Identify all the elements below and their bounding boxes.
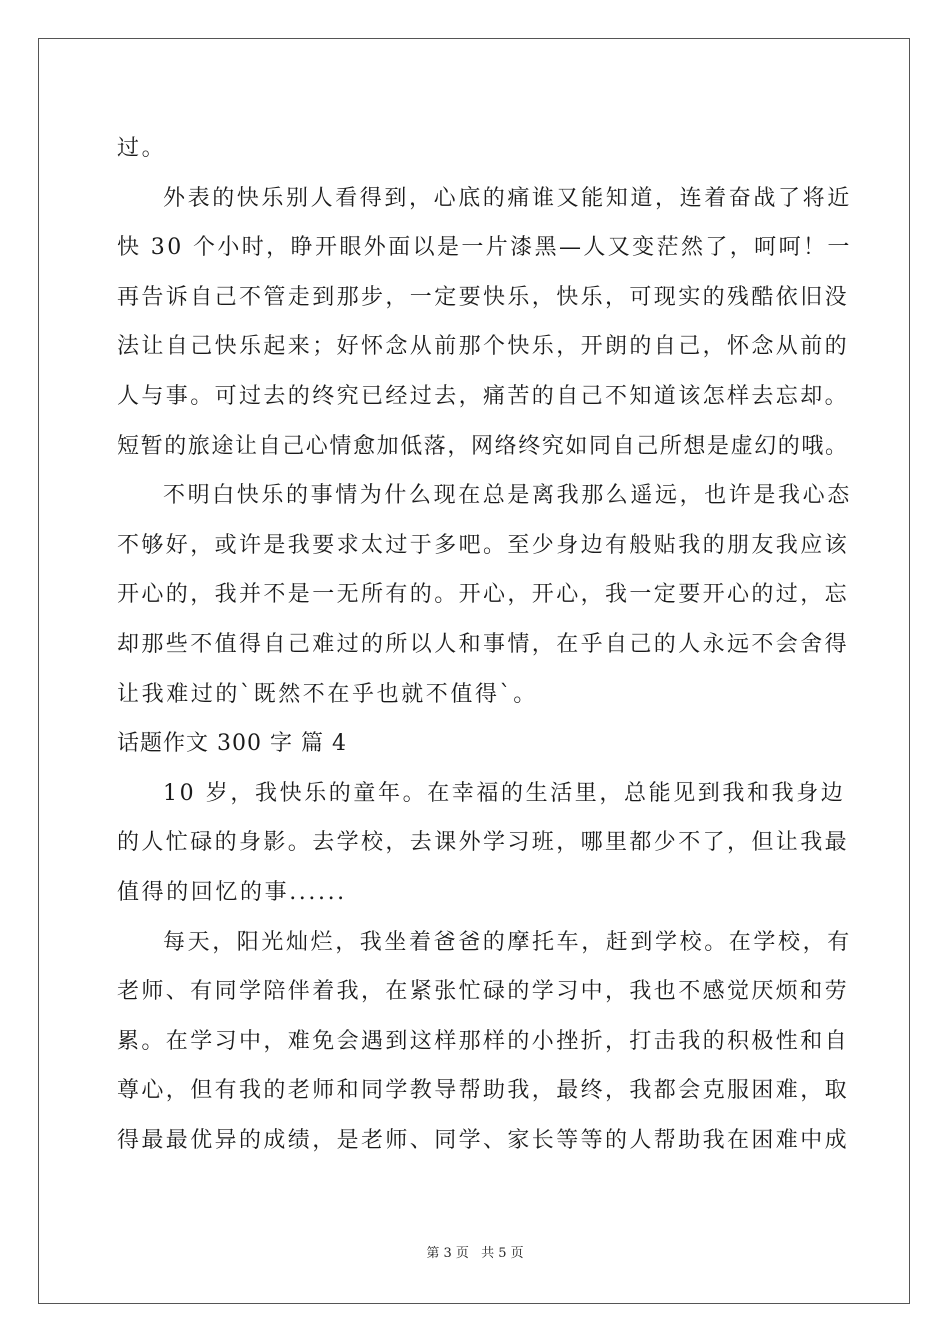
text-line: 老师、有同学陪伴着我，在紧张忙碌的学习中，我也不感觉厌烦和劳 — [117, 979, 850, 1005]
text-line: 快 30 个小时，睁开眼外面以是一片漆黑—人又变茫然了，呵呵！一 — [117, 235, 852, 261]
text-line: 值得的回忆的事...... — [117, 879, 347, 905]
page-number: 第 3 页 — [426, 1246, 469, 1261]
text-line: 人与事。可过去的终究已经过去，痛苦的自己不知道该怎样去忘却。 — [117, 383, 850, 409]
text-line: 累。在学习中，难免会遇到这样那样的小挫折，打击我的积极性和自 — [117, 1028, 850, 1054]
text-line: 外表的快乐别人看得到，心底的痛谁又能知道，连着奋战了将近 — [163, 185, 852, 211]
text-line: 的人忙碌的身影。去学校，去课外学习班，哪里都少不了，但让我最 — [117, 830, 850, 856]
text-line: 让我难过的`既然不在乎也就不值得`。 — [117, 681, 538, 707]
text-line: 短暂的旅途让自己心情愈加低落，网络终究如同自己所想是虚幻的哦。 — [117, 433, 849, 459]
text-line: 得最最优异的成绩，是老师、同学、家长等等的人帮助我在困难中成 — [117, 1127, 850, 1153]
text-line: 法让自己快乐起来；好怀念从前那个快乐，开朗的自己，怀念从前的 — [117, 334, 850, 360]
text-line: 不明白快乐的事情为什么现在总是离我那么遥远，也许是我心态 — [163, 483, 852, 509]
text-line: 开心的，我并不是一无所有的。开心，开心，我一定要开心的过，忘 — [117, 582, 850, 608]
text-line: 再告诉自己不管走到那步，一定要快乐，快乐，可现实的残酷依旧没 — [117, 284, 850, 310]
document-body — [117, 124, 852, 1165]
section-heading: 话题作文 300 字 篇 4 — [117, 731, 347, 757]
text-line: 不够好，或许是我要求太过于多吧。至少身边有般贴我的朋友我应该 — [117, 532, 850, 558]
text-line: 尊心，但有我的老师和同学教导帮助我，最终，我都会克服困难，取 — [117, 1078, 850, 1104]
page-footer — [0, 1242, 950, 1261]
text-line: 10 岁，我快乐的童年。在幸福的生活里，总能见到我和我身边 — [163, 780, 846, 806]
text-line: 却那些不值得自己难过的所以人和事情，在乎自己的人永远不会舍得 — [117, 631, 850, 657]
text-line: 过。 — [117, 136, 167, 161]
page-total: 共 5 页 — [481, 1246, 524, 1261]
text-line: 每天，阳光灿烂，我坐着爸爸的摩托车，赶到学校。在学校，有 — [163, 929, 852, 955]
